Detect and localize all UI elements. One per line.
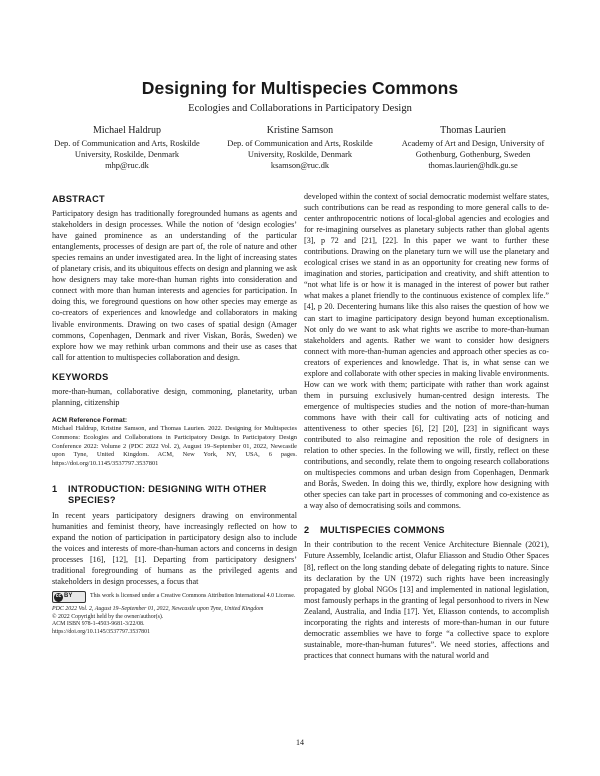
keywords-section bbox=[52, 372, 297, 408]
section-2-heading bbox=[304, 525, 549, 536]
left-column bbox=[52, 194, 297, 587]
section-number: 1 bbox=[52, 484, 58, 495]
section-1-text: In recent years participatory designers drawing on environmental humanities and feminist theory, have increasingly reflected on how to expand the notion of participation in participatory design also to include the voices and interests of more-than-human actors and concerns in design processes [16], [12], [1]. Departing from participatory designers’ traditional foregrounding of humans as the privileged agents and stakeholders in design processes, a focus that bbox=[52, 510, 297, 586]
paper-subtitle: Ecologies and Collaborations in Participatory Design bbox=[188, 103, 412, 114]
section-number: 2 bbox=[304, 525, 310, 536]
paper-title: Designing for Multispecies Commons bbox=[141, 78, 459, 98]
keywords-text: more-than-human, collaborative design, commoning, planetarity, urban planning, citizenship bbox=[52, 386, 297, 407]
section-1 bbox=[52, 484, 297, 586]
cc-circle-icon: cc bbox=[54, 593, 63, 602]
page-number: 14 bbox=[296, 738, 304, 747]
author-email: ksamson@ruc.dk bbox=[270, 161, 330, 171]
cc-license-row bbox=[52, 591, 297, 603]
author-name: Thomas Laurien bbox=[440, 125, 506, 136]
cc-by-label: BY bbox=[64, 593, 73, 600]
doi-link[interactable]: https://doi.org/10.1145/3537797.3537801 bbox=[52, 628, 151, 635]
author-affiliation: Dep. of Communication and Arts, Roskilde University, Roskilde, Denmark bbox=[54, 139, 200, 160]
right-paragraph-1: developed within the context of social democratic modernist welfare states, such contributions can be read as responding to more general calls to de-center anthropocentric notions of local-global agencies and ecologies and for re-imagining ourselves as planetary subjects rather than global agents [3], p 72 and [21], [22]. In this paper we want to further these contributions. Drawing on the planetary turn we will use the planetary and ecological crises we stand in as an opportunity for creating new forms of imagination and stories, participation and creativity, and shift attention to “not what life is or how it is managed in the interest of power but rather what makes a planet friendly to the continuous existence of complex life.” [4], p 20. Decentering humans like this also raises the question of how we can start to imagine participatory design beyond human exceptionalism. Not only do we want to ask what rights we ascribe to more-than-human stakeholders and agents. Rather we want to consider how designers connect with more-than-human agencies and approach other species as co-creators of experiences and knowledge. That is, in what sense can we explore and collaborate with other species in making livable environments. How can we work with them; participate with rather than work against them in pursuing exclusively human-centred design interests. The emergence of multispecies studies and the notion of more-than-human commons have with their call for cultivating acts of noticing and attentiveness to other species [6], [2] [20], [23] in significant ways contributed to also reimagine and reposition the role of designers in relation to other species. In the following we will, firstly, reflect on these contributions, and secondly, relate them to ongoing research collaborations on multispecies commons and urban design from Copenhagen, Denmark and Borås, Sweden. In doing this we, thirdly, explore how designing with other species can take part in processes of commoning and co-existence as a way also of democratising soils and commons. bbox=[304, 192, 549, 511]
acm-reference-heading: ACM Reference Format: bbox=[52, 416, 128, 424]
isbn-line: ACM ISBN 978-1-4503-9681-3/22/08. bbox=[52, 621, 145, 628]
copyright-line: © 2022 Copyright held by the owner/author(s). bbox=[52, 613, 164, 620]
author-block bbox=[52, 124, 548, 172]
section-title: INTRODUCTION: DESIGNING WITH OTHER SPECIES? bbox=[68, 484, 267, 506]
author-name: Kristine Samson bbox=[266, 125, 334, 136]
author-affiliation: Academy of Art and Design, University of Gothenburg, Gothenburg, Sweden bbox=[401, 139, 545, 160]
author-email: thomas.laurien@hdk.gu.se bbox=[428, 161, 518, 171]
conference-line: PDC 2022 Vol. 2, August 19–September 01, 2022, Newcastle upon Tyne, United Kingdom bbox=[52, 606, 264, 612]
author-email: mhp@ruc.dk bbox=[105, 161, 149, 171]
section-2 bbox=[304, 525, 549, 661]
right-column bbox=[304, 191, 549, 661]
author-3 bbox=[398, 124, 548, 172]
author-2 bbox=[225, 124, 375, 172]
author-name: Michael Haldrup bbox=[92, 125, 162, 136]
section-title: MULTISPECIES COMMONS bbox=[320, 525, 445, 536]
creative-commons-icon[interactable] bbox=[52, 591, 86, 603]
abstract-text: Participatory design has traditionally foregrounded humans as agents and stakeholders in design processes. While the notion of ‘design ecologies’ have gained prominence as an understanding of the particular entanglements, processes of design are part of, the role of nature and other species remains an under investigated area. In the light of increasing states of planetary crisis, and its ubiquitous effects on design and planning we ask how designers may take more-than human rights into consideration and connect with more than human interests and agencies for participation. In doing this, we foreground questions on how other species may emerge as co-creators of experiences and knowledge and collaborators in making livable environments. Drawing on two cases of spatial design (Amager commons, Copenhagen, Denmark and river Viskan, Borås, Sweden) we explore how we may rethink urban commons and their use as cases that call for attention to multispecies collaboration and design. bbox=[52, 209, 297, 362]
keywords-heading: KEYWORDS bbox=[52, 371, 109, 382]
abstract-heading: ABSTRACT bbox=[52, 194, 105, 204]
license-block bbox=[52, 591, 297, 636]
acm-reference bbox=[52, 417, 297, 469]
acm-reference-text: Michael Haldrup, Kristine Samson, and Thomas Laurien. 2022. Designing for Multispecies Commons: Ecologies and Collaborations in Participatory Design. In Participatory Design Conference 2022: Volume 2 (PDC 2022 Vol. 2), August 19–September 01, 2022, Newcastle upon Tyne, United Kingdom. ACM, New York, NY, USA, 6 pages. https://doi.org/10.1145/3537797.3537801 bbox=[52, 425, 297, 467]
license-text: This work is licensed under a Creative Commons Attribution International 4.0 License. bbox=[90, 593, 296, 600]
author-1 bbox=[52, 124, 202, 172]
section-2-text: In their contribution to the recent Venice Architecture Biennale (2021), Future Assembly, Icelandic artist, Olafur Eliasson and Studio Other Spaces [8], reflect on the long standing debate of delegating rights to nature. Since its declaration by the UN (1972) such rights have been increasingly propagated by global NGOs [13] and implemented in national legislation, most famously perhaps in the granting of legal personhood to rivers in New Zealand, Australia, and India [17]. Yet, Eliasson contends, to accomplish incorporating the rights and interests of more-than-human in our future democratic assemblies we have to forge “a collective space to explore sustainable, more-than-human futures”. We need stories, affections and practices that connect humans with the natural world and bbox=[304, 540, 550, 660]
section-1-heading bbox=[52, 484, 297, 506]
author-affiliation: Dep. of Communication and Arts, Roskilde University, Roskilde, Denmark bbox=[227, 139, 373, 160]
